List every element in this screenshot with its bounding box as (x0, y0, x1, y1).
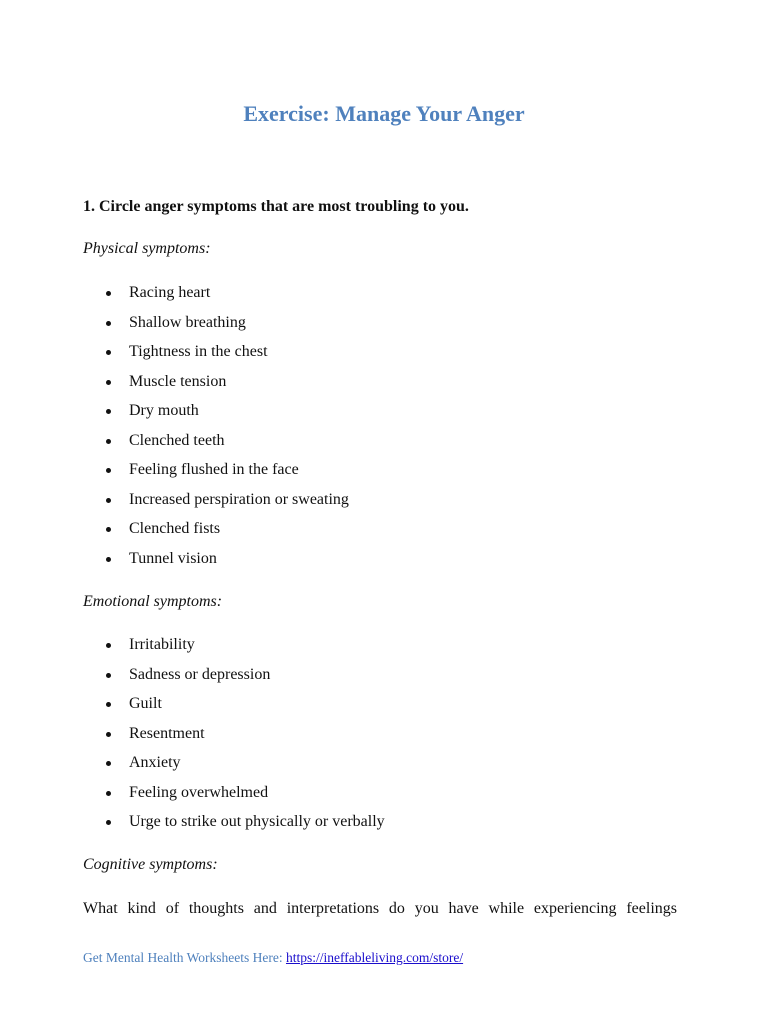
list-item (83, 548, 349, 578)
page-title: Exercise: Manage Your Anger (243, 101, 525, 126)
bullet-icon (106, 439, 111, 444)
list-item (83, 312, 349, 342)
footer-label: Get Mental Health Worksheets Here: (83, 950, 286, 965)
list-item (83, 752, 385, 782)
list-item-label: Anxiety (129, 754, 181, 771)
list-item (83, 664, 385, 694)
bullet-icon (106, 409, 111, 414)
bullet-icon (106, 702, 111, 707)
list-item (83, 282, 349, 312)
list-item-label: Increased perspiration or sweating (129, 490, 349, 508)
list-item-label: Racing heart (129, 284, 211, 301)
list-item (83, 341, 349, 371)
bullet-icon (106, 820, 111, 825)
list-item-label: Resentment (129, 724, 205, 742)
list-item-label: Urge to strike out physically or verbally (129, 813, 385, 830)
list-item (83, 489, 349, 519)
bullet-icon (106, 527, 111, 532)
list-item (83, 693, 385, 723)
bullet-icon (106, 557, 111, 562)
list-item (83, 518, 349, 548)
list-item-label: Feeling flushed in the face (129, 461, 299, 478)
bullet-icon (106, 321, 111, 326)
store-link[interactable]: https://ineffableliving.com/store/ (285, 950, 464, 965)
emotional-symptoms-heading: Emotional symptoms: (83, 593, 223, 610)
list-item-label: Muscle tension (129, 372, 227, 390)
physical-symptoms-list (83, 282, 349, 577)
list-item-label: Irritability (129, 636, 195, 653)
list-item (83, 371, 349, 401)
list-item (83, 400, 349, 430)
list-item-label: Clenched fists (129, 520, 221, 537)
bullet-icon (106, 498, 111, 503)
list-item (83, 634, 385, 664)
cognitive-paragraph: What kind of thoughts and interpretations do you have while experiencing feelings (83, 900, 677, 917)
bullet-icon (106, 673, 111, 678)
list-item (83, 782, 385, 812)
question-heading: 1. Circle anger symptoms that are most troubling to you. (83, 198, 469, 215)
list-item-label: Tunnel vision (129, 549, 217, 567)
bullet-icon (106, 732, 111, 737)
footer (83, 948, 463, 968)
bullet-icon (106, 761, 111, 766)
bullet-icon (106, 380, 111, 385)
bullet-icon (106, 791, 111, 796)
bullet-icon (106, 350, 111, 355)
bullet-icon (106, 468, 111, 473)
bullet-icon (106, 643, 111, 648)
list-item-label: Tightness in the chest (129, 343, 268, 360)
list-item-label: Clenched teeth (129, 431, 225, 449)
list-item-label: Shallow breathing (129, 313, 246, 331)
list-item-label: Feeling overwhelmed (129, 783, 269, 801)
list-item (83, 811, 385, 841)
list-item (83, 723, 385, 753)
emotional-symptoms-list (83, 634, 385, 841)
list-item-label: Guilt (129, 695, 162, 712)
list-item-label: Dry mouth (129, 402, 199, 419)
list-item (83, 430, 349, 460)
physical-symptoms-heading: Physical symptoms: (83, 240, 211, 257)
bullet-icon (106, 291, 111, 296)
cognitive-symptoms-heading: Cognitive symptoms: (83, 856, 218, 873)
list-item-label: Sadness or depression (129, 665, 271, 683)
list-item (83, 459, 349, 489)
